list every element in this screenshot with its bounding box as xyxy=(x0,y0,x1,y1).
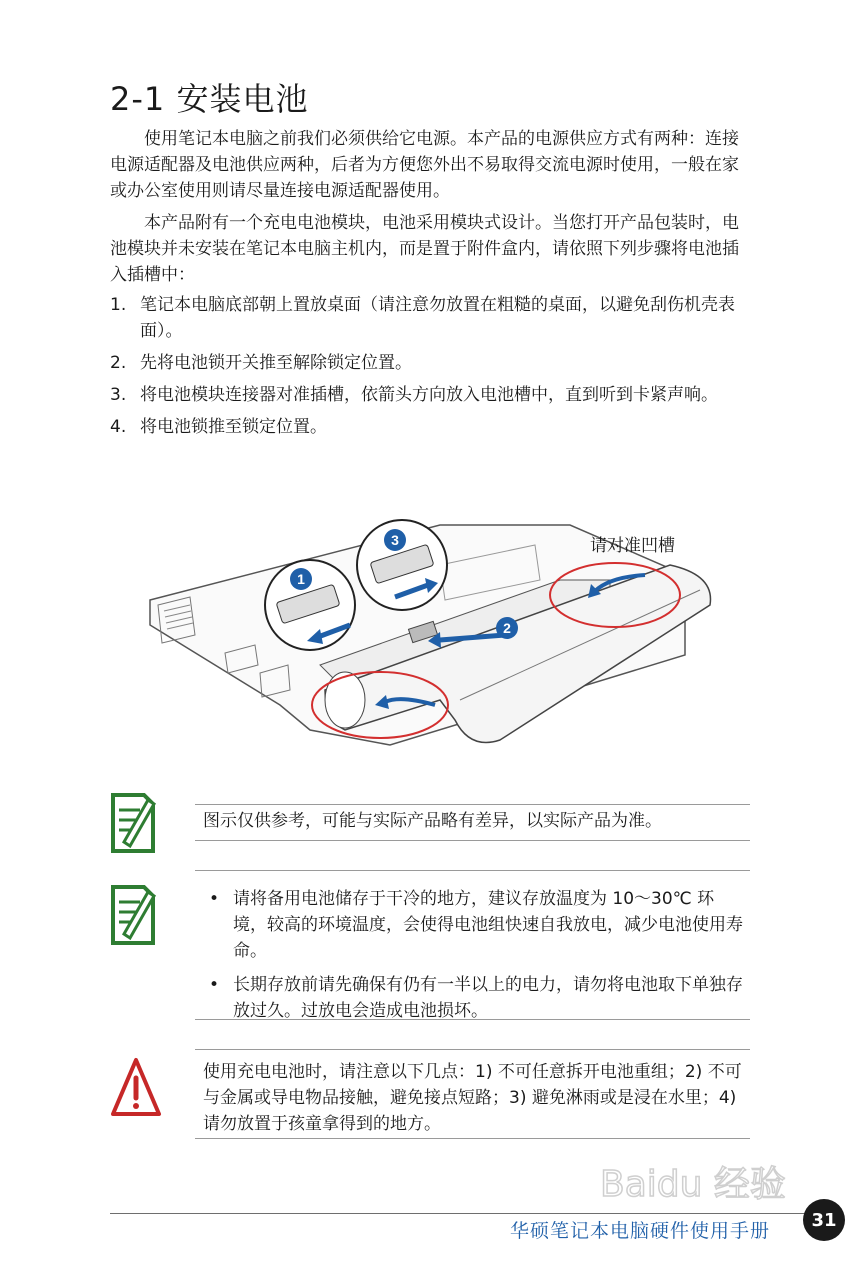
list-item xyxy=(203,972,748,1024)
section-title: 2-1 安装电池 xyxy=(110,80,309,118)
step-number: 2. xyxy=(110,353,127,373)
footer-manual-title: 华硕笔记本电脑硬件使用手册 xyxy=(509,1220,770,1242)
bullet: • xyxy=(209,889,220,909)
warning-divider xyxy=(195,1049,750,1050)
step-item xyxy=(110,350,750,376)
battery-storage-notes xyxy=(203,886,748,1032)
note-illustration-disclaimer: 图示仅供参考，可能与实际产品略有差异，以实际产品为准。 xyxy=(203,811,662,831)
figure-callout-label: 请对准凹槽 xyxy=(590,536,675,556)
step-text: 将电池模块连接器对准插槽，依箭头方向放入电池槽中，直到听到卡紧声响。 xyxy=(140,385,718,405)
note-divider xyxy=(195,1019,750,1020)
step-text: 先将电池锁开关推至解除锁定位置。 xyxy=(140,353,412,373)
bullet: • xyxy=(209,975,220,995)
intro-paragraph-2: 本产品附有一个充电电池模块，电池采用模块式设计。当您打开产品包装时，电池模块并未安装在笔记本电脑主机内，而是置于附件盒内，请依照下列步骤将电池插入插槽中： xyxy=(110,213,739,285)
step-text: 将电池锁推至锁定位置。 xyxy=(140,417,327,437)
battery-warning-text: 使用充电电池时，请注意以下几点：1) 不可任意拆开电池重组；2) 不可与金属或导电物品接触，避免接点短路；3) 避免淋雨或是浸在水里；4) 请勿放置于孩童拿得到的地方。 xyxy=(203,1062,742,1134)
step-number: 4. xyxy=(110,417,127,437)
svg-text:Baidu 经验: Baidu 经验 xyxy=(600,1164,786,1205)
step-number: 3. xyxy=(110,385,127,405)
step-item xyxy=(110,414,750,440)
step-badge-2-label: 2 xyxy=(503,620,511,636)
intro-paragraph-1: 使用笔记本电脑之前我们必须供给它电源。本产品的电源供应方式有两种：连接电源适配器及电池供应两种，后者为方便您外出不易取得交流电源时使用，一般在家或办公室使用则请尽量连接电源适配器使用。 xyxy=(110,129,739,201)
step-number: 1. xyxy=(110,295,127,315)
note-pencil-icon xyxy=(110,884,156,946)
step-item xyxy=(110,382,750,408)
storage-note-text: 请将备用电池储存于干冷的地方，建议存放温度为 10～30℃ 环境，较高的环境温度，会使得电池组快速自我放电，减少电池使用寿命。 xyxy=(233,889,743,961)
warning-triangle-icon xyxy=(110,1056,162,1120)
step-badge-3-label: 3 xyxy=(391,532,399,548)
note-divider xyxy=(195,840,750,841)
list-item xyxy=(203,886,748,964)
footer-divider xyxy=(110,1213,805,1214)
step-badge-1-label: 1 xyxy=(297,571,305,587)
step-item xyxy=(110,292,750,344)
storage-note-text: 长期存放前请先确保有仍有一半以上的电力，请勿将电池取下单独存放过久。过放电会造成电池损坏。 xyxy=(233,975,743,1021)
install-steps xyxy=(110,292,750,446)
warning-divider xyxy=(195,1138,750,1139)
step-text: 笔记本电脑底部朝上置放桌面（请注意勿放置在粗糙的桌面，以避免刮伤机壳表面）。 xyxy=(140,295,735,341)
note-divider xyxy=(195,804,750,805)
note-pencil-icon xyxy=(110,792,156,854)
page-number: 31 xyxy=(803,1199,845,1241)
note-divider xyxy=(195,870,750,871)
baidu-watermark xyxy=(590,1150,805,1212)
